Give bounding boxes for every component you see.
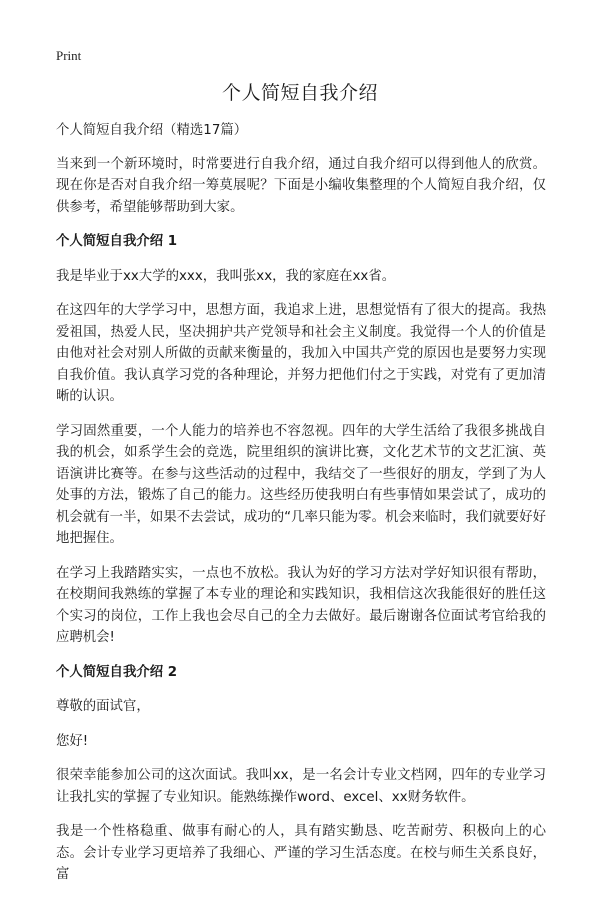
section-heading: 个人简短自我介绍 2 — [56, 664, 178, 680]
print-link[interactable]: Print — [56, 48, 82, 63]
article-body — [56, 120, 546, 899]
article-subtitle: 个人简短自我介绍（精选17篇） — [56, 123, 248, 138]
paragraph: 我是一个性格稳重、做事有耐心的人，具有踏实勤恳、吃苦耐劳、积极向上的心态。会计专业学习更培养了我细心、严谨的学习生活态度。在校与师生关系良好，富 — [56, 824, 546, 882]
paragraph: 很荣幸能参加公司的这次面试。我叫xx，是一名会计专业文档网，四年的专业学习让我扎实的掌握了专业知识。能熟练操作word、excel、xx财务软件。 — [56, 768, 546, 805]
intro-paragraph: 当来到一个新环境时，时常要进行自我介绍，通过自我介绍可以得到他人的欣赏。现在你是否对自我介绍一筹莫展呢？下面是小编收集整理的个人简短自我介绍，仅供参考，希望能够帮助到大家。 — [56, 156, 546, 215]
paragraph: 在学习上我踏踏实实，一点也不放松。我认为好的学习方法对学好知识很有帮助，在校期间我熟练的掌握了本专业的理论和实践知识，我相信这次我能很好的胜任这个实习的岗位，工作上我也会尽自己的全力去做好。最后谢谢各位面试考官给我的应聘机会! — [56, 565, 546, 645]
paragraph: 在这四年的大学学习中，思想方面，我追求上进，思想觉悟有了很大的提高。我热爱祖国，热爱人民，坚决拥护共产党领导和社会主义制度。我觉得一个人的价值是由他对社会对别人所做的贡献来衡量的，我加入中国共产党的原因也是要努力实现自我价值。我认真学习党的各种理论，并努力把他们付之于实践，对党有了更加清晰的认识。 — [56, 303, 546, 404]
paragraph: 学习固然重要，一个人能力的培养也不容忽视。四年的大学生活给了我很多挑战自我的机会，如系学生会的竞选，院里组织的演讲比赛，文化艺术节的文艺汇演、英语演讲比赛等。在参与这些活动的过程中，我结交了一些很好的朋友，学到了为人处事的方法，锻炼了自己的能力。这些经历使我明白有些事情如果尝试了，成功的机会就有一半，如果不去尝试，成功的“几率只能为零。机会来临时，我们就要好好地把握住。 — [56, 423, 546, 546]
paragraph: 您好! — [56, 733, 89, 749]
paragraph: 我是毕业于xx大学的xxx，我叫张xx，我的家庭在xx省。 — [56, 268, 396, 284]
page-title: 个人简短自我介绍 — [221, 82, 378, 104]
section-heading: 个人简短自我介绍 1 — [56, 234, 178, 249]
paragraph: 尊敬的面试官， — [56, 699, 150, 714]
